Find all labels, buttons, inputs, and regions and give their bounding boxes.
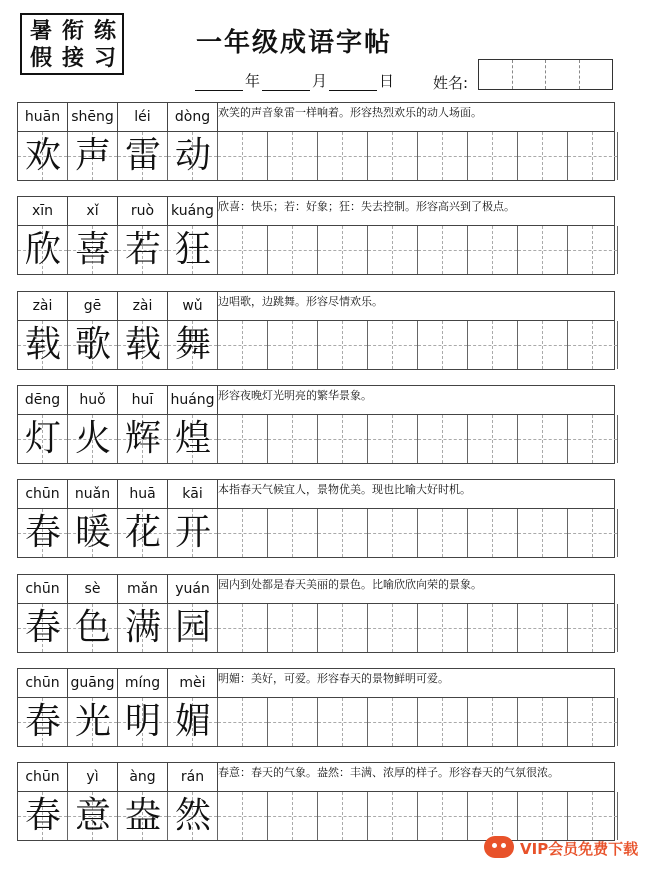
pinyin: dòng [168,103,218,131]
grid-cell[interactable] [218,132,268,180]
pinyin: huā [118,480,168,508]
idiom-char: 载 [24,324,61,365]
idiom-char: 声 [74,135,111,176]
grid-cell[interactable] [418,698,468,746]
idiom-block [17,668,615,756]
pinyin: huī [118,386,168,414]
day-label: 日 [379,72,395,90]
idiom-char: 园 [174,607,211,648]
pinyin-row [17,668,615,698]
grid-cell[interactable] [568,132,618,180]
grid-cell[interactable] [218,792,268,840]
idiom-description: 形容夜晚灯光明亮的繁华景象。 [218,389,372,402]
idiom-char: 春 [24,795,61,836]
grid-cell[interactable] [218,604,268,652]
name-box[interactable] [479,60,513,89]
pinyin-row [17,762,615,792]
grid-cell[interactable] [468,415,518,463]
idiom-char: 雷 [124,135,161,176]
idiom-char: 意 [74,795,111,836]
grid-cell[interactable] [268,792,318,840]
writing-grid [17,225,615,275]
grid-cell[interactable] [268,415,318,463]
grid-cell[interactable] [518,509,568,557]
idiom-block [17,291,615,379]
idiom-description: 欢笑的声音象雷一样响着。形容热烈欢乐的动人场面。 [218,106,482,119]
grid-cell[interactable] [568,415,618,463]
grid-cell[interactable] [218,698,268,746]
grid-cell[interactable] [218,509,268,557]
idiom-char: 花 [124,512,161,553]
pinyin: sè [68,575,118,603]
page-title: 一年级成语字帖 [196,28,393,58]
idiom-char: 灯 [24,418,61,459]
pinyin: huǒ [68,386,118,414]
grid-cell[interactable] [468,226,518,274]
grid-cell[interactable] [268,509,318,557]
pinyin: léi [118,103,168,131]
stamp-char: 练 [94,18,117,44]
grid-cell[interactable] [518,604,568,652]
pinyin: zài [18,292,68,320]
year-label: 年 [245,72,261,90]
writing-grid [17,414,615,464]
pinyin: huáng [168,386,218,414]
grid-cell[interactable] [318,698,368,746]
writing-grid [17,697,615,747]
grid-cell[interactable] [318,321,368,369]
grid-cell[interactable] [218,226,268,274]
pinyin: chūn [18,763,68,791]
grid-cell[interactable] [418,226,468,274]
stamp-char: 衔 [62,18,85,44]
pinyin: mèi [168,669,218,697]
pinyin: nuǎn [68,480,118,508]
grid-cell[interactable] [468,132,518,180]
idiom-char: 明 [124,701,161,742]
grid-cell[interactable] [268,132,318,180]
idiom-char: 若 [124,229,161,270]
pinyin: huān [18,103,68,131]
grid-cell[interactable] [318,415,368,463]
pinyin: xīn [18,197,68,225]
grid-cell[interactable] [268,698,318,746]
stamp-char: 习 [94,45,117,71]
writing-grid [17,508,615,558]
grid-cell[interactable] [568,604,618,652]
grid-cell[interactable] [318,792,368,840]
idiom-description: 园内到处都是春天美丽的景色。比喻欣欣向荣的景象。 [218,578,482,591]
grid-cell[interactable] [368,604,418,652]
name-label: 姓名: [433,74,469,92]
watermark [484,828,649,866]
pinyin-row [17,479,615,509]
chat-bubble-icon [484,836,514,858]
pinyin-row [17,291,615,321]
idiom-char: 盎 [124,795,161,836]
grid-cell[interactable] [318,509,368,557]
month-blank[interactable] [262,76,310,91]
pinyin-row [17,102,615,132]
idiom-char: 春 [24,607,61,648]
stamp-char: 假 [30,45,53,71]
idiom-char: 春 [24,701,61,742]
pinyin: kāi [168,480,218,508]
idiom-description: 边唱歌，边跳舞。形容尽情欢乐。 [218,295,383,308]
grid-cell[interactable] [568,226,618,274]
idiom-char: 光 [74,701,111,742]
idiom-description: 春意：春天的气象。盎然：丰满、浓厚的样子。形容春天的气氛很浓。 [218,766,559,779]
grid-cell[interactable] [568,321,618,369]
pinyin: yì [68,763,118,791]
stamp-char: 接 [62,45,85,71]
grid-cell[interactable] [418,792,468,840]
grid-cell[interactable] [268,604,318,652]
pinyin: zài [118,292,168,320]
pinyin: gē [68,292,118,320]
grid-cell[interactable] [418,415,468,463]
name-box[interactable] [546,60,580,89]
stamp-logo [20,13,124,75]
writing-grid [17,320,615,370]
grid-cell[interactable] [468,604,518,652]
idiom-char: 然 [174,795,211,836]
stamp-char: 暑 [30,18,53,44]
pinyin: mǎn [118,575,168,603]
pinyin-row [17,196,615,226]
idiom-char: 狂 [174,229,211,270]
idiom-block [17,574,615,662]
grid-cell[interactable] [518,226,568,274]
idiom-char: 满 [124,607,161,648]
idiom-char: 欢 [24,135,61,176]
grid-cell[interactable] [268,226,318,274]
grid-cell[interactable] [418,509,468,557]
pinyin: chūn [18,480,68,508]
grid-cell[interactable] [568,698,618,746]
idiom-char: 色 [74,607,111,648]
grid-cell[interactable] [268,321,318,369]
grid-cell[interactable] [318,226,368,274]
pinyin: shēng [68,103,118,131]
grid-cell[interactable] [518,415,568,463]
grid-cell[interactable] [368,698,418,746]
idiom-char: 喜 [74,229,111,270]
day-blank[interactable] [329,76,377,91]
pinyin: guāng [68,669,118,697]
idiom-block [17,385,615,473]
idiom-char: 媚 [174,701,211,742]
writing-grid [17,131,615,181]
grid-cell[interactable] [468,321,518,369]
grid-cell[interactable] [318,132,368,180]
idiom-char: 辉 [124,418,161,459]
grid-cell[interactable] [368,226,418,274]
grid-cell[interactable] [418,604,468,652]
grid-cell[interactable] [468,698,518,746]
month-label: 月 [312,72,328,90]
idiom-block [17,196,615,284]
pinyin: àng [118,763,168,791]
idiom-description: 明媚：美好，可爱。形容春天的景物鲜明可爱。 [218,672,449,685]
pinyin: chūn [18,575,68,603]
grid-cell[interactable] [368,415,418,463]
grid-cell[interactable] [218,321,268,369]
writing-grid [17,603,615,653]
watermark-text: VIP会员免费下载 [520,840,639,858]
name-box[interactable] [513,60,547,89]
grid-cell[interactable] [368,509,418,557]
pinyin: kuáng [168,197,218,225]
grid-cell[interactable] [468,509,518,557]
pinyin: dēng [18,386,68,414]
idiom-char: 舞 [174,324,211,365]
pinyin-row [17,385,615,415]
name-box[interactable] [580,60,613,89]
grid-cell[interactable] [318,604,368,652]
pinyin: xǐ [68,197,118,225]
grid-cell[interactable] [518,132,568,180]
name-boxes[interactable] [478,59,613,90]
grid-cell[interactable] [368,321,418,369]
idiom-char: 载 [124,324,161,365]
grid-cell[interactable] [518,321,568,369]
grid-cell[interactable] [368,132,418,180]
grid-cell[interactable] [568,509,618,557]
grid-cell[interactable] [418,132,468,180]
idiom-char: 欣 [24,229,61,270]
pinyin-row [17,574,615,604]
grid-cell[interactable] [418,321,468,369]
idiom-description: 本指春天气候宜人，景物优美。现也比喻大好时机。 [218,483,471,496]
pinyin: wǔ [168,292,218,320]
idiom-block [17,102,615,190]
idiom-char: 暖 [74,512,111,553]
idiom-block [17,479,615,567]
pinyin: chūn [18,669,68,697]
grid-cell[interactable] [218,415,268,463]
idiom-char: 春 [24,512,61,553]
year-blank[interactable] [195,76,243,91]
grid-cell[interactable] [518,698,568,746]
idiom-char: 煌 [174,418,211,459]
idiom-description: 欣喜：快乐；若：好象；狂：失去控制。形容高兴到了极点。 [218,200,515,213]
idiom-char: 开 [174,512,211,553]
pinyin: ruò [118,197,168,225]
pinyin: míng [118,669,168,697]
idiom-char: 歌 [74,324,111,365]
idiom-char: 火 [74,418,111,459]
grid-cell[interactable] [368,792,418,840]
pinyin: rán [168,763,218,791]
idiom-char: 动 [174,135,211,176]
pinyin: yuán [168,575,218,603]
date-row [195,70,396,91]
